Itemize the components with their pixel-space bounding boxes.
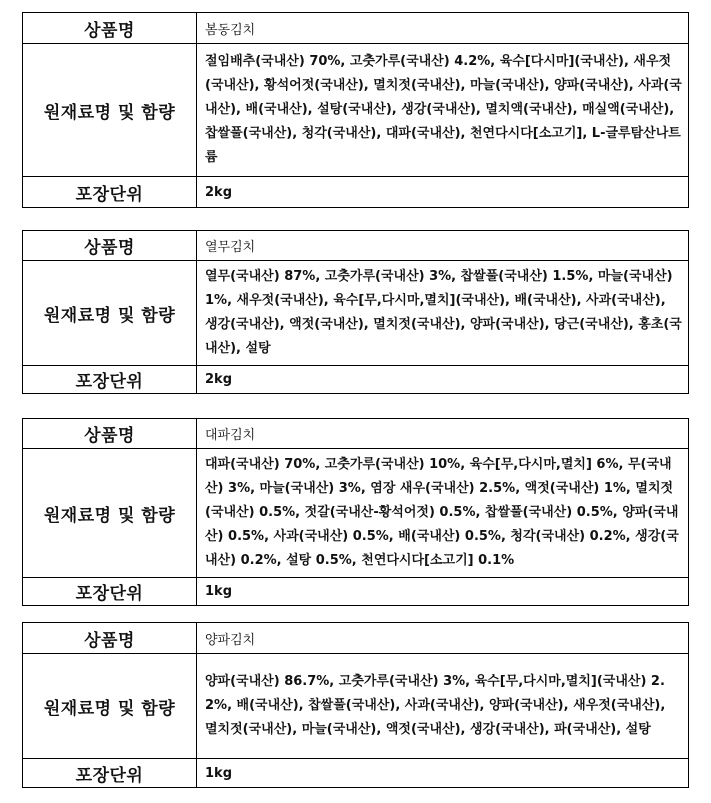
product-table-yeolmu bbox=[22, 230, 689, 394]
ingredients-row bbox=[23, 261, 689, 366]
ingredients-label: 원재료명 및 함량 bbox=[23, 44, 197, 177]
product-table-yangpa bbox=[22, 622, 689, 788]
product-name-label: 상품명 bbox=[23, 419, 197, 449]
product-name-value: 대파김치 bbox=[197, 419, 689, 449]
product-name-row bbox=[23, 419, 689, 449]
package-unit-label: 포장단위 bbox=[23, 759, 197, 788]
ingredients-label: 원재료명 및 함량 bbox=[23, 261, 197, 366]
package-unit-label: 포장단위 bbox=[23, 366, 197, 394]
product-name-label: 상품명 bbox=[23, 623, 197, 654]
ingredients-value: 양파(국내산) 86.7%, 고춧가루(국내산) 3%, 육수[무,다시마,멸치](국내산) 2.2%, 배(국내산), 찹쌀풀(국내산), 사과(국내산), 양파(국내산), 새우젓(국내산), 멸치젓(국내산), 마늘(국내산), 액젓(국내산), 생강(국내산), 파(국내산), 설탕 bbox=[197, 654, 689, 759]
product-name-value: 열무김치 bbox=[197, 231, 689, 261]
product-name-row bbox=[23, 231, 689, 261]
ingredients-row bbox=[23, 44, 689, 177]
product-name-value: 봄동김치 bbox=[197, 13, 689, 44]
ingredients-label: 원재료명 및 함량 bbox=[23, 654, 197, 759]
product-name-value: 양파김치 bbox=[197, 623, 689, 654]
ingredients-row bbox=[23, 449, 689, 578]
ingredients-row bbox=[23, 654, 689, 759]
ingredients-value: 대파(국내산) 70%, 고춧가루(국내산) 10%, 육수[무,다시마,멸치] 6%, 무(국내산) 3%, 마늘(국내산) 3%, 염장 새우(국내산) 2.5%, 액젓(국내산) 1%, 멸치젓(국내산) 0.5%, 젓갈(국내산-황석어젓) 0.5%, 찹쌀풀(국내산) 0.5%, 양파(국내산) 0.5%, 사과(국내산) 0.5%, 배(국내산) 0.5%, 청각(국내산) 0.2%, 생강(국내산) 0.2%, 설탕 0.5%, 천연다시다[소고기] 0.1% bbox=[197, 449, 689, 578]
ingredients-value: 절임배추(국내산) 70%, 고춧가루(국내산) 4.2%, 육수[다시마](국내산), 새우젓(국내산), 황석어젓(국내산), 멸치젓(국내산), 마늘(국내산), 양파(국내산), 사과(국내산), 배(국내산), 설탕(국내산), 생강(국내산), 멸치액(국내산), 매실액(국내산), 찹쌀풀(국내산), 청각(국내산), 대파(국내산), 천연다시다[소고기], L-글루탐산나트륨 bbox=[197, 44, 689, 177]
package-unit-value: 2kg bbox=[197, 366, 689, 394]
product-name-label: 상품명 bbox=[23, 231, 197, 261]
package-unit-row bbox=[23, 177, 689, 208]
ingredients-label: 원재료명 및 함량 bbox=[23, 449, 197, 578]
package-unit-label: 포장단위 bbox=[23, 177, 197, 208]
product-table-bomdong bbox=[22, 12, 689, 208]
package-unit-label: 포장단위 bbox=[23, 578, 197, 606]
package-unit-value: 1kg bbox=[197, 759, 689, 788]
product-table-daepa bbox=[22, 418, 689, 606]
package-unit-value: 1kg bbox=[197, 578, 689, 606]
product-name-row bbox=[23, 623, 689, 654]
product-name-label: 상품명 bbox=[23, 13, 197, 44]
package-unit-row bbox=[23, 366, 689, 394]
package-unit-row bbox=[23, 759, 689, 788]
package-unit-row bbox=[23, 578, 689, 606]
package-unit-value: 2kg bbox=[197, 177, 689, 208]
product-name-row bbox=[23, 13, 689, 44]
ingredients-value: 열무(국내산) 87%, 고춧가루(국내산) 3%, 찹쌀풀(국내산) 1.5%, 마늘(국내산) 1%, 새우젓(국내산), 육수[무,다시마,멸치](국내산), 배(국내산), 사과(국내산), 생강(국내산), 액젓(국내산), 멸치젓(국내산), 양파(국내산), 당근(국내산), 홍초(국내산), 설탕 bbox=[197, 261, 689, 366]
